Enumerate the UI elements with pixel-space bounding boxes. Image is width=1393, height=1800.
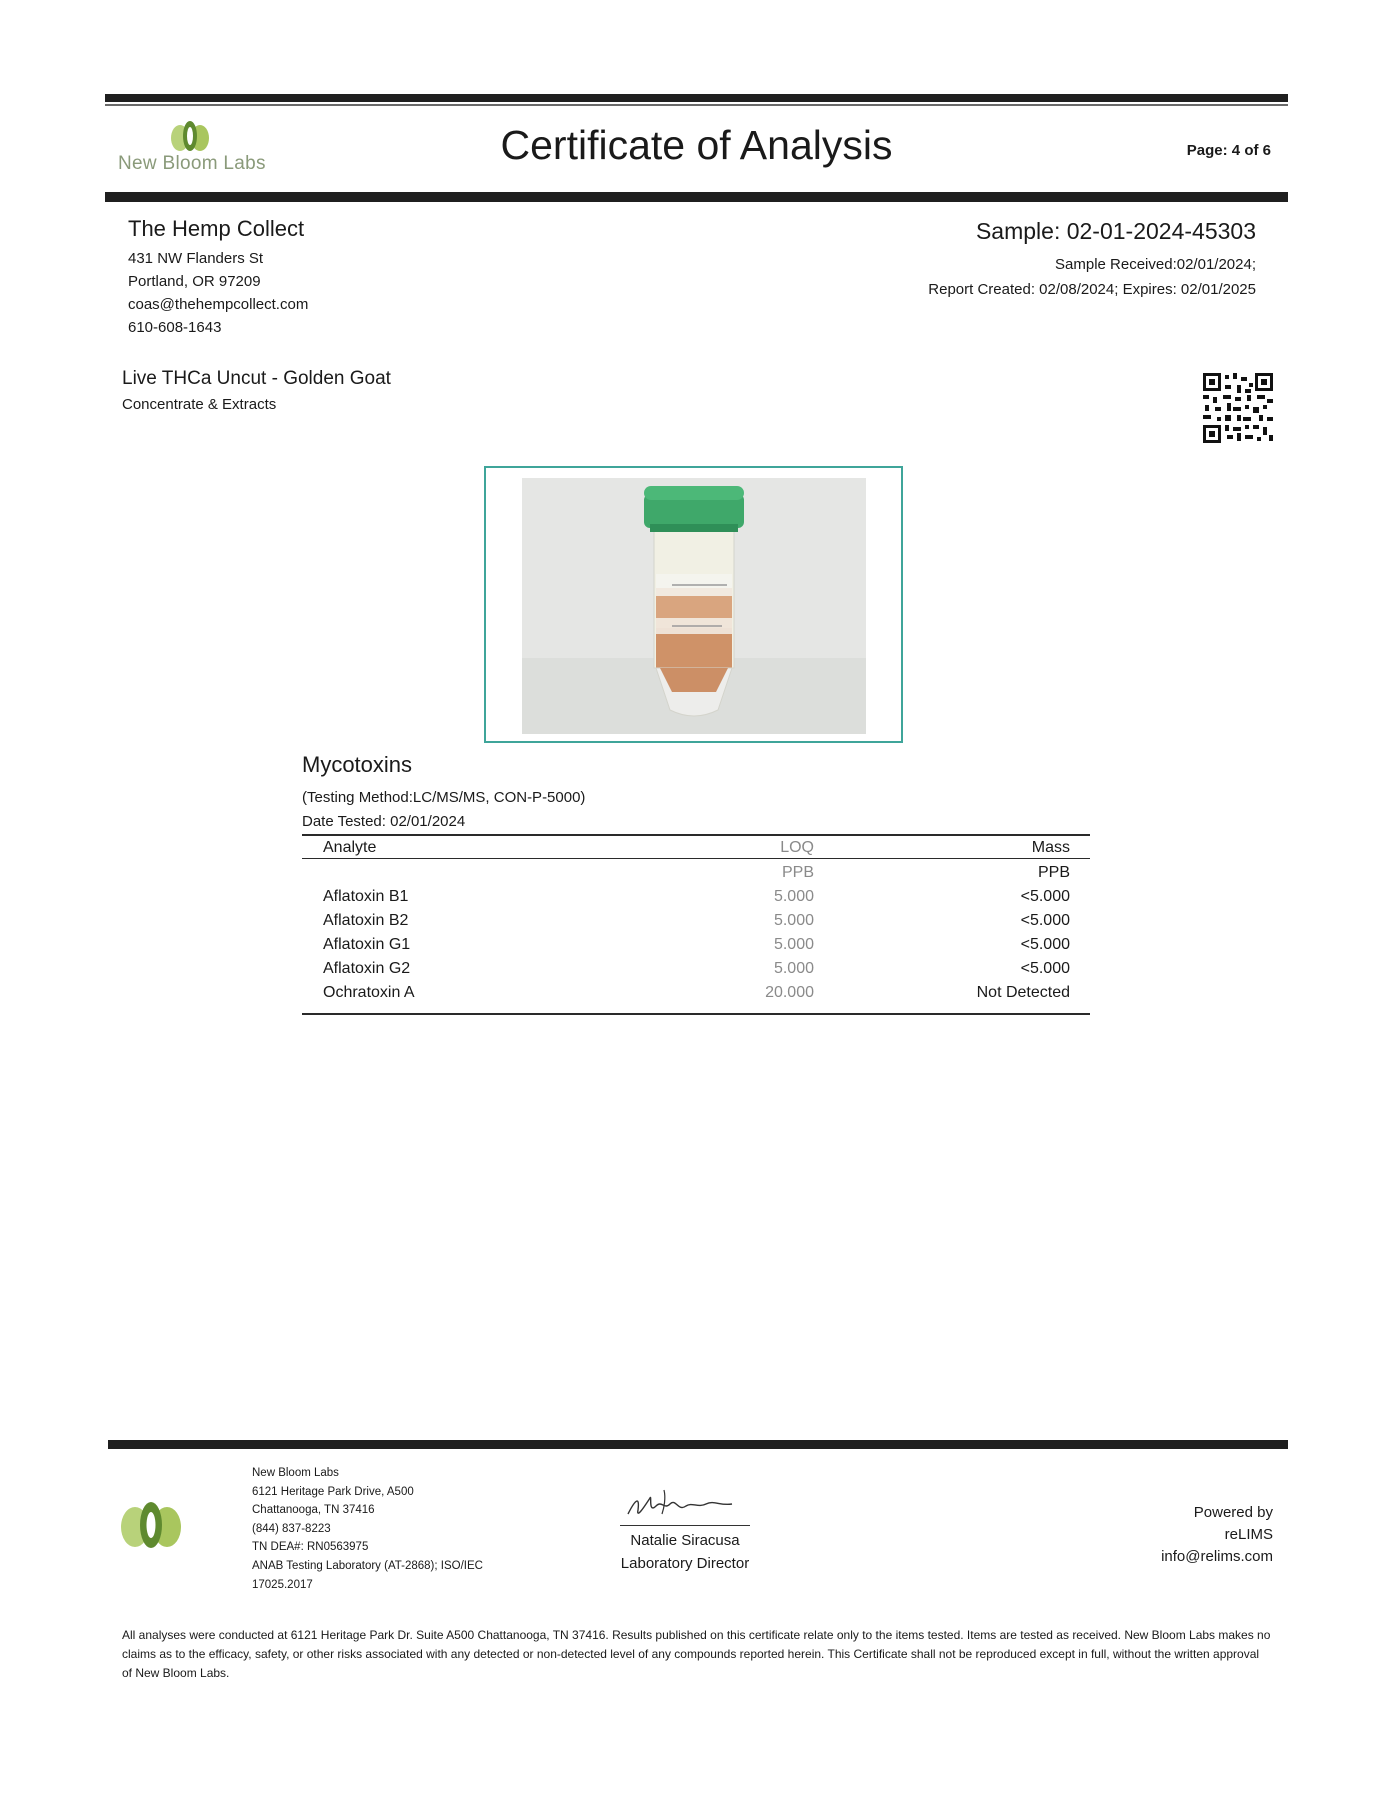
analyte-name: Aflatoxin B1 (323, 888, 409, 905)
table-bottom-rule (302, 1013, 1090, 1015)
table-top-rule (302, 834, 1090, 836)
signature-image (620, 1484, 750, 1524)
powered-by-block (1161, 1502, 1273, 1568)
footer-logo-icon (118, 1500, 184, 1550)
column-header-mass: Mass (1031, 839, 1070, 856)
table-header-rule (302, 858, 1090, 859)
table-row (302, 960, 1090, 984)
analyte-name: Aflatoxin B2 (323, 912, 409, 929)
analyte-name: Ochratoxin A (323, 984, 415, 1001)
client-address-line2: Portland, OR 97209 (128, 273, 261, 290)
sample-id: Sample: 02-01-2024-45303 (975, 218, 1256, 244)
lab-address: 6121 Heritage Park Drive, A500 (252, 1485, 414, 1498)
product-name: Live THCa Uncut - Golden Goat (122, 368, 391, 389)
client-name: The Hemp Collect (128, 216, 305, 241)
loq-value: 5.000 (773, 960, 814, 977)
analyte-name: Aflatoxin G2 (323, 960, 411, 977)
footer-top-rule (108, 1440, 1288, 1449)
mass-unit: PPB (1037, 864, 1070, 881)
signer-name: Natalie Siracusa (630, 1532, 740, 1549)
client-address-line1: 431 NW Flanders St (128, 250, 264, 267)
header-top-thin-rule (105, 104, 1288, 106)
mass-value: <5.000 (1020, 960, 1070, 977)
logo-text: New Bloom Labs (118, 153, 266, 174)
mass-value: <5.000 (1020, 936, 1070, 953)
table-row (302, 912, 1090, 936)
table-row (302, 984, 1090, 1008)
analyte-name: Aflatoxin G1 (323, 936, 411, 953)
lab-contact-block (252, 1464, 483, 1594)
client-phone: 610-608-1643 (128, 319, 222, 336)
table-header-row (302, 839, 1090, 863)
mass-value: Not Detected (976, 984, 1070, 1001)
column-header-analyte: Analyte (323, 839, 377, 856)
qr-code-icon (1203, 373, 1273, 443)
powered-by-label: Powered by (1193, 1504, 1273, 1521)
lab-accreditation: ANAB Testing Laboratory (AT-2868); ISO/IEC (252, 1559, 483, 1572)
sample-received: Sample Received:02/01/2024; (1055, 256, 1256, 273)
client-email: coas@thehempcollect.com (128, 296, 309, 313)
signer-title: Laboratory Director (620, 1555, 750, 1572)
page-number: Page: 4 of 6 (1186, 142, 1271, 159)
header-bottom-rule (105, 192, 1288, 202)
units-row (302, 864, 1090, 888)
lab-dea: TN DEA#: RN0563975 (252, 1541, 369, 1554)
lab-name: New Bloom Labs (252, 1467, 339, 1479)
page-title: Certificate of Analysis (500, 122, 893, 168)
testing-method: (Testing Method:LC/MS/MS, CON-P-5000) (302, 789, 586, 806)
disclaimer-text: All analyses were conducted at 6121 Heritage Park Dr. Suite A500 Chattanooga, TN 37416. Results published on this certificate relate only to the items tested. Items are tested as received. New Bloom Labs makes no claims as to the efficacy, safety, or other risks associated with any detected or non-detected level of any compounds reported herein. This Certificate shall not be reproduced except in full, without the written approval of New Bloom Labs. (122, 1628, 1271, 1680)
table-row (302, 888, 1090, 912)
loq-unit: PPB (781, 864, 814, 881)
loq-value: 5.000 (773, 888, 814, 905)
powered-by-email[interactable]: info@relims.com (1161, 1548, 1273, 1565)
powered-by-name: reLIMS (1224, 1526, 1273, 1543)
column-header-loq: LOQ (780, 839, 814, 856)
loq-value: 5.000 (773, 936, 814, 953)
table-row (302, 936, 1090, 960)
lab-phone: (844) 837-8223 (252, 1522, 331, 1535)
product-category: Concentrate & Extracts (122, 396, 277, 413)
loq-value: 5.000 (773, 912, 814, 929)
lab-iso: 17025.2017 (252, 1578, 313, 1591)
section-title: Mycotoxins (302, 752, 413, 777)
lab-city: Chattanooga, TN 37416 (252, 1504, 375, 1517)
header-top-rule (105, 94, 1288, 102)
mass-value: <5.000 (1020, 888, 1070, 905)
sample-photo (522, 478, 866, 734)
report-dates: Report Created: 02/08/2024; Expires: 02/01/2025 (928, 281, 1256, 298)
signature-line (620, 1525, 750, 1526)
loq-value: 20.000 (765, 984, 814, 1001)
mass-value: <5.000 (1020, 912, 1070, 929)
date-tested: Date Tested: 02/01/2024 (302, 813, 466, 830)
